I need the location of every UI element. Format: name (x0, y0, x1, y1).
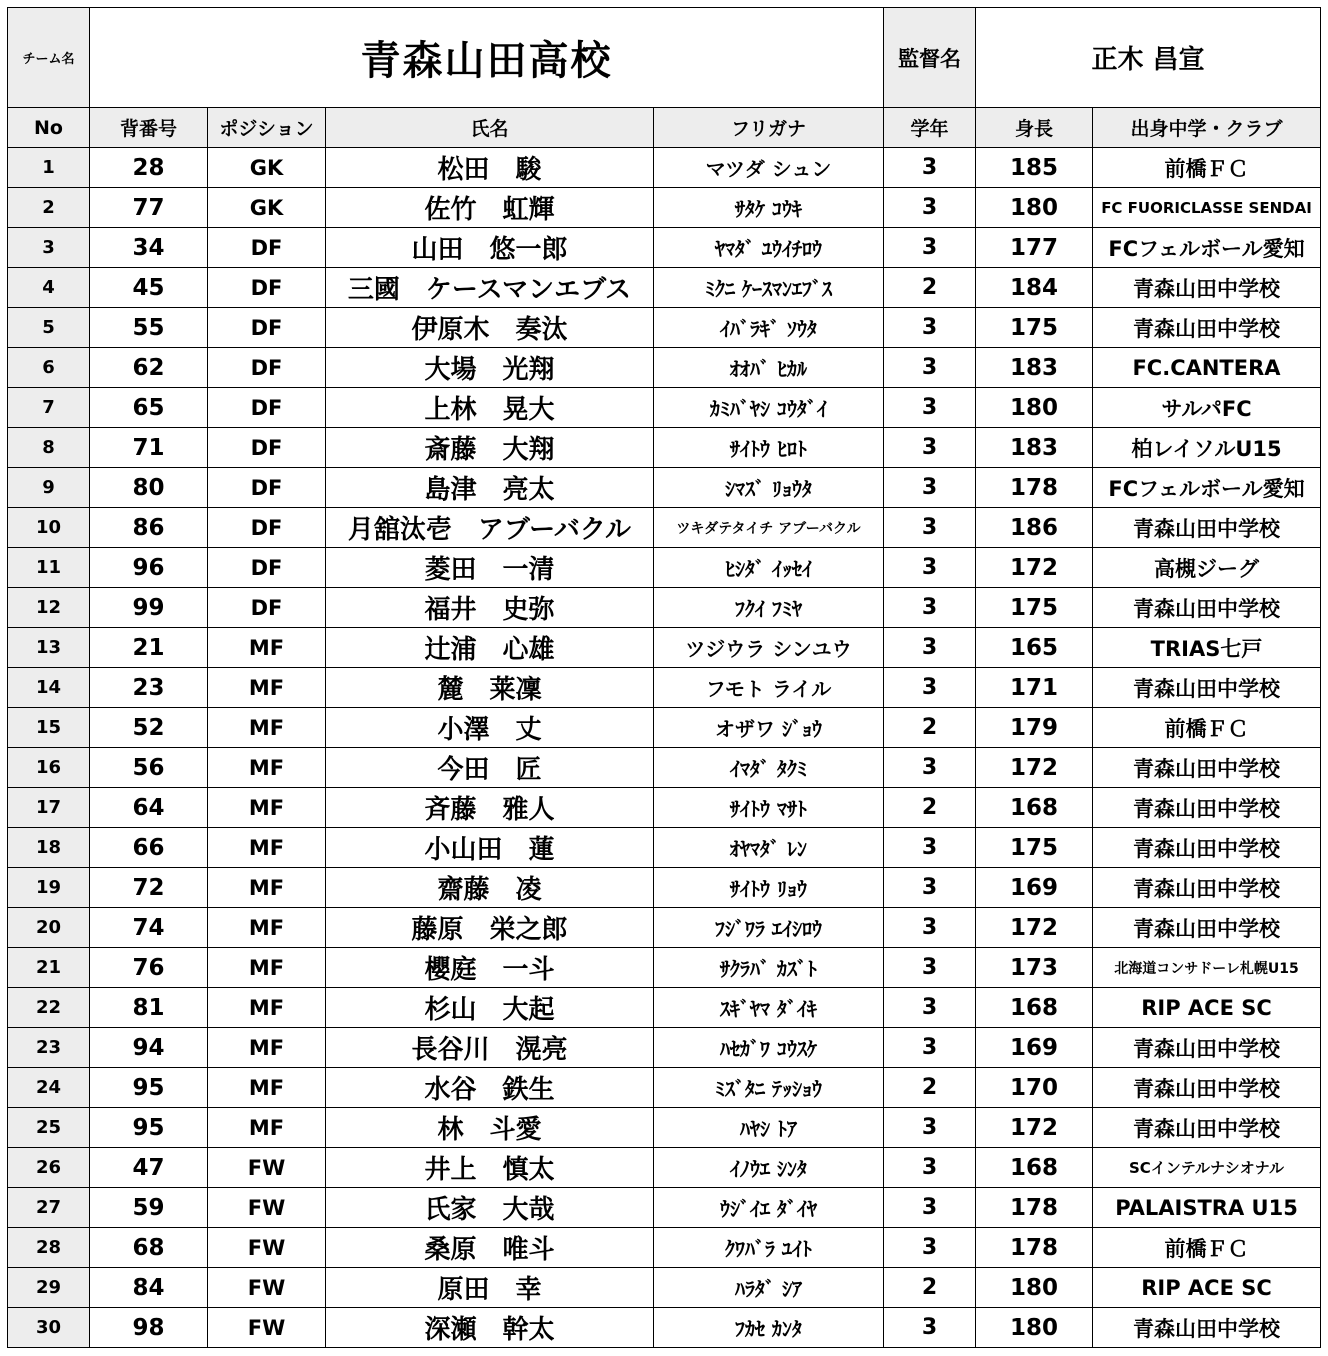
player-height: 175 (976, 588, 1093, 628)
player-grade: 2 (884, 1268, 976, 1308)
player-number: 21 (90, 628, 208, 668)
player-number: 76 (90, 948, 208, 988)
table-row (8, 708, 1321, 748)
player-grade: 3 (884, 748, 976, 788)
player-no: 12 (8, 588, 90, 628)
player-furigana: ｻﾀｹ ｺｳｷ (654, 188, 884, 228)
player-grade: 3 (884, 1108, 976, 1148)
player-furigana: ｸﾜﾊﾞﾗ ﾕｲﾄ (654, 1228, 884, 1268)
player-furigana: ｽｷﾞﾔﾏ ﾀﾞｲｷ (654, 988, 884, 1028)
player-furigana: ツジウラ シンユウ (654, 628, 884, 668)
player-name: 小山田 蓮 (326, 828, 654, 868)
col-header-name: 氏名 (326, 108, 654, 148)
table-row (8, 428, 1321, 468)
player-no: 20 (8, 908, 90, 948)
player-position: DF (208, 308, 326, 348)
table-row (8, 388, 1321, 428)
player-number: 95 (90, 1068, 208, 1108)
player-no: 18 (8, 828, 90, 868)
player-number: 94 (90, 1028, 208, 1068)
player-club: RIP ACE SC (1093, 1268, 1321, 1308)
player-position: MF (208, 748, 326, 788)
player-position: DF (208, 268, 326, 308)
player-position: MF (208, 1068, 326, 1108)
player-position: MF (208, 908, 326, 948)
player-name: 伊原木 奏汰 (326, 308, 654, 348)
player-no: 28 (8, 1228, 90, 1268)
player-furigana: ｵｵﾊﾞ ﾋｶﾙ (654, 348, 884, 388)
table-row (8, 988, 1321, 1028)
player-club: サルパFC (1093, 388, 1321, 428)
player-position: DF (208, 428, 326, 468)
player-name: 松田 駿 (326, 148, 654, 188)
player-club: FCフェルボール愛知 (1093, 468, 1321, 508)
player-club: 青森山田中学校 (1093, 1108, 1321, 1148)
player-number: 52 (90, 708, 208, 748)
player-grade: 3 (884, 388, 976, 428)
player-number: 80 (90, 468, 208, 508)
player-club: 青森山田中学校 (1093, 308, 1321, 348)
player-name: 斉藤 雅人 (326, 788, 654, 828)
player-name: 長谷川 滉亮 (326, 1028, 654, 1068)
team-label: チーム名 (8, 8, 90, 108)
player-no: 1 (8, 148, 90, 188)
table-row (8, 1188, 1321, 1228)
player-height: 180 (976, 388, 1093, 428)
player-furigana: ﾌｼﾞﾜﾗ ｴｲｼﾛｳ (654, 908, 884, 948)
player-position: MF (208, 828, 326, 868)
player-grade: 3 (884, 1148, 976, 1188)
player-furigana: ﾐｸﾆ ｹｰｽﾏﾝｴﾌﾞｽ (654, 268, 884, 308)
player-no: 26 (8, 1148, 90, 1188)
player-club: 青森山田中学校 (1093, 828, 1321, 868)
player-number: 47 (90, 1148, 208, 1188)
table-row (8, 308, 1321, 348)
table-row (8, 828, 1321, 868)
player-position: GK (208, 148, 326, 188)
player-grade: 3 (884, 868, 976, 908)
player-position: DF (208, 228, 326, 268)
player-furigana: ｻｲﾄｳ ﾘｮｳ (654, 868, 884, 908)
player-no: 29 (8, 1268, 90, 1308)
player-club: FC.CANTERA (1093, 348, 1321, 388)
player-club: 青森山田中学校 (1093, 1068, 1321, 1108)
player-number: 65 (90, 388, 208, 428)
player-name: 月舘汰壱 アブーバクル (326, 508, 654, 548)
col-header-position: ポジション (208, 108, 326, 148)
player-name: 水谷 鉄生 (326, 1068, 654, 1108)
player-grade: 3 (884, 468, 976, 508)
table-row (8, 748, 1321, 788)
player-height: 165 (976, 628, 1093, 668)
player-number: 28 (90, 148, 208, 188)
player-position: MF (208, 788, 326, 828)
player-position: MF (208, 1108, 326, 1148)
player-position: DF (208, 588, 326, 628)
player-furigana: フモト ライル (654, 668, 884, 708)
player-name: 斎藤 大翔 (326, 428, 654, 468)
player-furigana: ﾋｼﾀﾞ ｲｯｾｲ (654, 548, 884, 588)
player-no: 25 (8, 1108, 90, 1148)
player-grade: 2 (884, 708, 976, 748)
table-row (8, 148, 1321, 188)
player-club: FC FUORICLASSE SENDAI (1093, 188, 1321, 228)
player-number: 95 (90, 1108, 208, 1148)
player-no: 24 (8, 1068, 90, 1108)
player-club: 青森山田中学校 (1093, 1308, 1321, 1348)
team-name: 青森山田高校 (90, 8, 884, 108)
player-name: 山田 悠一郎 (326, 228, 654, 268)
player-position: FW (208, 1308, 326, 1348)
player-position: MF (208, 628, 326, 668)
player-club: 北海道コンサドーレ札幌U15 (1093, 948, 1321, 988)
player-number: 59 (90, 1188, 208, 1228)
coach-label: 監督名 (884, 8, 976, 108)
player-position: FW (208, 1268, 326, 1308)
player-furigana: ｲﾏﾀﾞ ﾀｸﾐ (654, 748, 884, 788)
table-row (8, 948, 1321, 988)
player-number: 98 (90, 1308, 208, 1348)
player-name: 櫻庭 一斗 (326, 948, 654, 988)
player-number: 99 (90, 588, 208, 628)
player-no: 22 (8, 988, 90, 1028)
player-furigana: ｵﾔﾏﾀﾞ ﾚﾝ (654, 828, 884, 868)
player-no: 21 (8, 948, 90, 988)
table-row (8, 1028, 1321, 1068)
player-no: 5 (8, 308, 90, 348)
player-furigana: ﾊﾔｼ ﾄｱ (654, 1108, 884, 1148)
table-row (8, 1148, 1321, 1188)
player-name: 大場 光翔 (326, 348, 654, 388)
player-height: 172 (976, 748, 1093, 788)
player-height: 178 (976, 1228, 1093, 1268)
player-club: SCインテルナシオナル (1093, 1148, 1321, 1188)
player-club: 前橋ＦＣ (1093, 708, 1321, 748)
team-header-row (8, 8, 1321, 108)
player-furigana: マツダ シュン (654, 148, 884, 188)
player-name: 桑原 唯斗 (326, 1228, 654, 1268)
column-header-row (8, 108, 1321, 148)
player-no: 13 (8, 628, 90, 668)
player-grade: 3 (884, 1188, 976, 1228)
table-row (8, 468, 1321, 508)
player-number: 84 (90, 1268, 208, 1308)
player-no: 14 (8, 668, 90, 708)
player-no: 11 (8, 548, 90, 588)
player-grade: 3 (884, 228, 976, 268)
player-no: 15 (8, 708, 90, 748)
table-row (8, 268, 1321, 308)
table-row (8, 1308, 1321, 1348)
table-row (8, 548, 1321, 588)
player-no: 6 (8, 348, 90, 388)
player-grade: 3 (884, 428, 976, 468)
player-height: 184 (976, 268, 1093, 308)
player-grade: 3 (884, 548, 976, 588)
player-grade: 2 (884, 1068, 976, 1108)
player-club: 青森山田中学校 (1093, 1028, 1321, 1068)
player-position: MF (208, 988, 326, 1028)
player-grade: 3 (884, 508, 976, 548)
player-height: 178 (976, 468, 1093, 508)
player-grade: 3 (884, 148, 976, 188)
player-no: 23 (8, 1028, 90, 1068)
table-row (8, 588, 1321, 628)
player-height: 173 (976, 948, 1093, 988)
player-number: 96 (90, 548, 208, 588)
coach-name: 正木 昌宣 (976, 8, 1321, 108)
player-club: 青森山田中学校 (1093, 508, 1321, 548)
player-club: PALAISTRA U15 (1093, 1188, 1321, 1228)
col-header-club: 出身中学・クラブ (1093, 108, 1321, 148)
player-grade: 3 (884, 308, 976, 348)
table-row (8, 628, 1321, 668)
table-row (8, 348, 1321, 388)
table-row (8, 1268, 1321, 1308)
player-name: 深瀬 幹太 (326, 1308, 654, 1348)
player-name: 佐竹 虹輝 (326, 188, 654, 228)
player-number: 55 (90, 308, 208, 348)
player-grade: 3 (884, 348, 976, 388)
player-no: 10 (8, 508, 90, 548)
player-height: 183 (976, 428, 1093, 468)
col-header-no: No (8, 108, 90, 148)
player-furigana: ｶﾐﾊﾞﾔｼ ｺｳﾀﾞｲ (654, 388, 884, 428)
player-club: 前橋ＦＣ (1093, 1228, 1321, 1268)
player-club: 青森山田中学校 (1093, 748, 1321, 788)
table-row (8, 1068, 1321, 1108)
player-club: FCフェルボール愛知 (1093, 228, 1321, 268)
player-position: MF (208, 948, 326, 988)
player-number: 86 (90, 508, 208, 548)
player-furigana: ﾔﾏﾀﾞ ﾕｳｲﾁﾛｳ (654, 228, 884, 268)
player-position: MF (208, 708, 326, 748)
player-number: 62 (90, 348, 208, 388)
col-header-height: 身長 (976, 108, 1093, 148)
player-position: DF (208, 548, 326, 588)
player-club: 青森山田中学校 (1093, 668, 1321, 708)
player-club: RIP ACE SC (1093, 988, 1321, 1028)
player-number: 81 (90, 988, 208, 1028)
player-no: 27 (8, 1188, 90, 1228)
player-no: 4 (8, 268, 90, 308)
player-name: 麓 莱凜 (326, 668, 654, 708)
player-name: 三國 ケースマンエブス (326, 268, 654, 308)
player-position: FW (208, 1188, 326, 1228)
player-height: 175 (976, 308, 1093, 348)
player-height: 168 (976, 988, 1093, 1028)
col-header-number: 背番号 (90, 108, 208, 148)
player-number: 23 (90, 668, 208, 708)
player-position: MF (208, 1028, 326, 1068)
table-row (8, 788, 1321, 828)
player-furigana: ﾌｸｲ ﾌﾐﾔ (654, 588, 884, 628)
player-height: 180 (976, 188, 1093, 228)
player-number: 56 (90, 748, 208, 788)
player-furigana: ツキダテタイチ アブーバクル (654, 508, 884, 548)
player-name: 氏家 大哉 (326, 1188, 654, 1228)
player-grade: 3 (884, 188, 976, 228)
table-row (8, 508, 1321, 548)
player-no: 2 (8, 188, 90, 228)
player-name: 島津 亮太 (326, 468, 654, 508)
player-position: DF (208, 468, 326, 508)
player-no: 17 (8, 788, 90, 828)
player-furigana: ｳｼﾞｲｴ ﾀﾞｲﾔ (654, 1188, 884, 1228)
player-club: 青森山田中学校 (1093, 788, 1321, 828)
player-height: 172 (976, 548, 1093, 588)
player-position: DF (208, 348, 326, 388)
player-number: 45 (90, 268, 208, 308)
player-grade: 3 (884, 828, 976, 868)
player-furigana: ﾊｾｶﾞﾜ ｺｳｽｹ (654, 1028, 884, 1068)
player-grade: 3 (884, 1228, 976, 1268)
player-position: DF (208, 508, 326, 548)
player-height: 175 (976, 828, 1093, 868)
player-furigana: ｻｸﾗﾊﾞ ｶｽﾞﾄ (654, 948, 884, 988)
player-position: MF (208, 668, 326, 708)
player-name: 菱田 一清 (326, 548, 654, 588)
player-club: 青森山田中学校 (1093, 868, 1321, 908)
table-row (8, 1108, 1321, 1148)
player-club: 柏レイソルU15 (1093, 428, 1321, 468)
player-height: 170 (976, 1068, 1093, 1108)
roster-table (7, 7, 1321, 1348)
player-club: 前橋ＦＣ (1093, 148, 1321, 188)
player-furigana: ﾊﾗﾀﾞ ｼｱ (654, 1268, 884, 1308)
player-name: 藤原 栄之郎 (326, 908, 654, 948)
player-height: 171 (976, 668, 1093, 708)
player-no: 30 (8, 1308, 90, 1348)
player-furigana: ｲﾉｳｴ ｼﾝﾀ (654, 1148, 884, 1188)
player-height: 172 (976, 1108, 1093, 1148)
player-club: TRIAS七戸 (1093, 628, 1321, 668)
player-height: 178 (976, 1188, 1093, 1228)
player-no: 7 (8, 388, 90, 428)
player-grade: 3 (884, 988, 976, 1028)
player-number: 77 (90, 188, 208, 228)
player-height: 180 (976, 1308, 1093, 1348)
player-grade: 2 (884, 788, 976, 828)
player-grade: 3 (884, 1308, 976, 1348)
table-row (8, 228, 1321, 268)
table-row (8, 908, 1321, 948)
player-number: 74 (90, 908, 208, 948)
player-name: 辻浦 心雄 (326, 628, 654, 668)
player-name: 齋藤 凌 (326, 868, 654, 908)
player-name: 上林 晃大 (326, 388, 654, 428)
player-number: 34 (90, 228, 208, 268)
player-position: GK (208, 188, 326, 228)
player-name: 杉山 大起 (326, 988, 654, 1028)
player-height: 172 (976, 908, 1093, 948)
player-name: 原田 幸 (326, 1268, 654, 1308)
player-furigana: ｲﾊﾞﾗｷﾞ ｿｳﾀ (654, 308, 884, 348)
col-header-furigana: フリガナ (654, 108, 884, 148)
player-number: 71 (90, 428, 208, 468)
player-position: MF (208, 868, 326, 908)
player-height: 180 (976, 1268, 1093, 1308)
player-number: 72 (90, 868, 208, 908)
player-name: 今田 匠 (326, 748, 654, 788)
player-no: 9 (8, 468, 90, 508)
player-no: 8 (8, 428, 90, 468)
player-height: 186 (976, 508, 1093, 548)
player-name: 小澤 丈 (326, 708, 654, 748)
player-furigana: オザワ ｼﾞｮｳ (654, 708, 884, 748)
player-name: 井上 慎太 (326, 1148, 654, 1188)
player-club: 青森山田中学校 (1093, 268, 1321, 308)
player-club: 高槻ジーグ (1093, 548, 1321, 588)
player-no: 3 (8, 228, 90, 268)
player-furigana: ﾌｶｾ ｶﾝﾀ (654, 1308, 884, 1348)
player-height: 179 (976, 708, 1093, 748)
player-height: 183 (976, 348, 1093, 388)
player-furigana: ｻｲﾄｳ ﾏｻﾄ (654, 788, 884, 828)
player-grade: 2 (884, 268, 976, 308)
player-height: 168 (976, 1148, 1093, 1188)
player-name: 福井 史弥 (326, 588, 654, 628)
player-number: 64 (90, 788, 208, 828)
player-position: FW (208, 1228, 326, 1268)
player-height: 168 (976, 788, 1093, 828)
player-club: 青森山田中学校 (1093, 588, 1321, 628)
table-row (8, 1228, 1321, 1268)
player-furigana: ｻｲﾄｳ ﾋﾛﾄ (654, 428, 884, 468)
player-name: 林 斗愛 (326, 1108, 654, 1148)
player-number: 68 (90, 1228, 208, 1268)
player-height: 169 (976, 868, 1093, 908)
player-grade: 3 (884, 1028, 976, 1068)
player-grade: 3 (884, 628, 976, 668)
player-furigana: ﾐｽﾞﾀﾆ ﾃｯｼｮｳ (654, 1068, 884, 1108)
player-club: 青森山田中学校 (1093, 908, 1321, 948)
player-grade: 3 (884, 588, 976, 628)
table-row (8, 188, 1321, 228)
player-position: DF (208, 388, 326, 428)
player-grade: 3 (884, 668, 976, 708)
player-grade: 3 (884, 948, 976, 988)
player-furigana: ｼﾏｽﾞ ﾘｮｳﾀ (654, 468, 884, 508)
player-grade: 3 (884, 908, 976, 948)
player-height: 177 (976, 228, 1093, 268)
col-header-grade: 学年 (884, 108, 976, 148)
player-height: 185 (976, 148, 1093, 188)
player-position: FW (208, 1148, 326, 1188)
player-height: 169 (976, 1028, 1093, 1068)
table-row (8, 868, 1321, 908)
player-number: 66 (90, 828, 208, 868)
table-row (8, 668, 1321, 708)
player-no: 19 (8, 868, 90, 908)
player-no: 16 (8, 748, 90, 788)
